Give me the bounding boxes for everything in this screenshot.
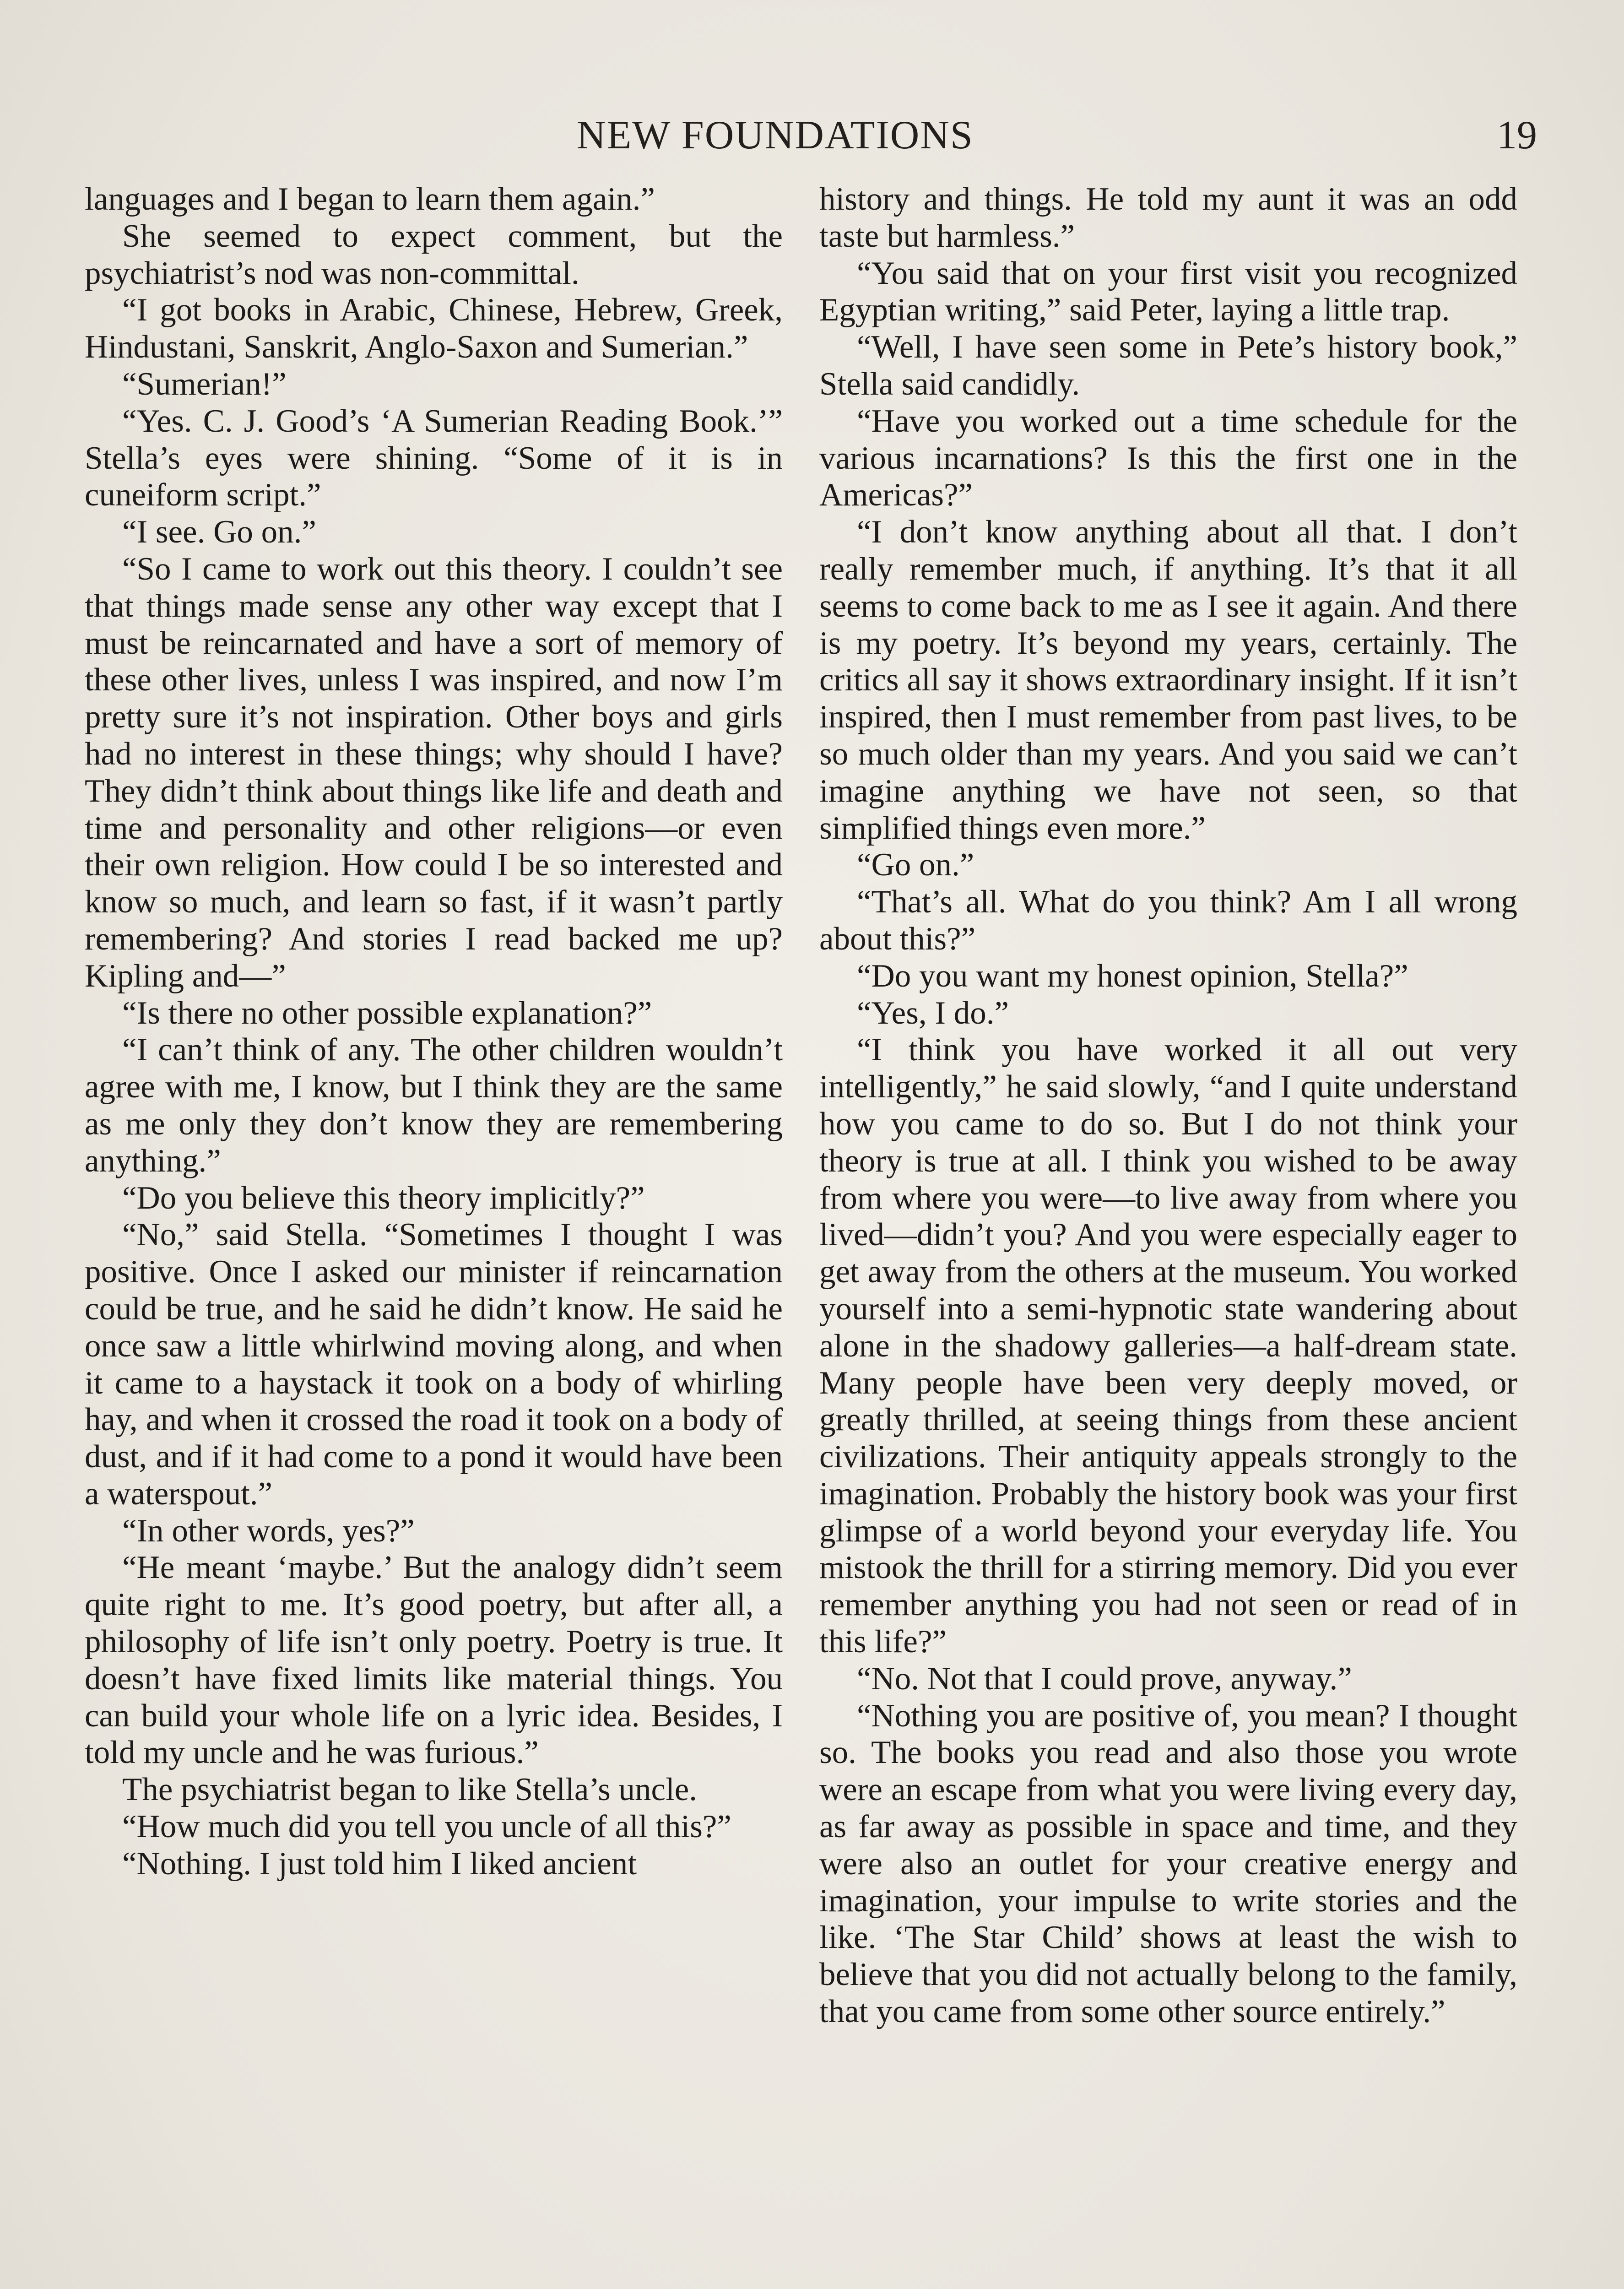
paragraph: “Is there no other possible explanation?” [122, 995, 652, 1031]
paragraph: “In other words, yes?” [122, 1513, 415, 1549]
journal-title: NEW FOUNDATIONS [577, 113, 974, 157]
running-head [82, 112, 1537, 163]
paragraph: “Yes. C. J. Good’s ‘A Sumerian Reading Book.’” Stella’s eyes were shining. “Some of it is in cuneiform script.” [85, 403, 783, 513]
paragraph: “No,” said Stella. “Sometimes I thought I was positive. Once I asked our minister if reincarnation could be true, and he said he didn’t know. He said he once saw a little whirlwind moving along, and when it came to a haystack it took on a body of whirling hay, and when it crossed the road it took on a body of dust, and if it had come to a pond it would have been a waterspout.” [85, 1217, 783, 1512]
paragraph: “Sumerian!” [122, 366, 287, 402]
paragraph: “Well, I have seen some in Pete’s history book,” Stella said candidly. [819, 329, 1517, 402]
paragraph: “That’s all. What do you think? Am I all wrong about this?” [819, 884, 1517, 957]
paragraph: languages and I began to learn them again.” [85, 181, 655, 217]
paragraph: “No. Not that I could prove, anyway.” [857, 1660, 1352, 1697]
paragraph: “He meant ‘maybe.’ But the analogy didn’t seem quite right to me. It’s good poetry, but after all, a philosophy of life isn’t only poetry. Poetry is true. It doesn’t have fixed limits like material things. You can build your whole life on a lyric idea. Besides, I told my uncle and he was furious.” [85, 1550, 783, 1771]
left-column [85, 181, 783, 1882]
paragraph: “You said that on your first visit you recognized Egyptian writing,” said Peter, laying a little trap. [819, 255, 1517, 328]
paragraph: history and things. He told my aunt it was an odd taste but harmless.” [819, 181, 1517, 254]
paragraph: “Nothing. I just told him I liked ancient [122, 1845, 637, 1882]
paragraph: She seemed to expect comment, but the psychiatrist’s nod was non-committal. [85, 218, 783, 291]
page-number: 19 [1497, 113, 1537, 157]
paragraph: “Yes, I do.” [857, 995, 1009, 1031]
paragraph: “Nothing you are positive of, you mean? I thought so. The books you read and also those you wrote were an escape from what you were living every day, as far away as possible in space and time, and they were also an outlet for your creative energy and imagination, your impulse to write stories and the like. ‘The Star Child’ shows at least the wish to believe that you did not actually belong to the family, that you came from some other source entirely.” [819, 1698, 1517, 2030]
paragraph: “Have you worked out a time schedule for the various incarnations? Is this the first one in the Americas?” [819, 403, 1517, 513]
paragraph: The psychiatrist began to like Stella’s uncle. [122, 1772, 697, 1808]
paragraph: “Go on.” [857, 847, 974, 883]
paragraph: “I don’t know anything about all that. I don’t really remember much, if anything. It’s that it all seems to come back to me as I see it again. And there is my poetry. It’s beyond my years, certainly. The critics all say it shows extraordinary insight. If it isn’t inspired, then I must remember from past lives, to be so much older than my years. And you said we can’t imagine anything we have not seen, so that simplified things even more.” [819, 514, 1517, 846]
paragraph: “I got books in Arabic, Chinese, Hebrew, Greek, Hindustani, Sanskrit, Anglo-Saxon and Sumerian.” [85, 292, 783, 365]
paragraph: “I can’t think of any. The other children wouldn’t agree with me, I know, but I think they are the same as me only they don’t know they are remembering anything.” [85, 1032, 783, 1179]
paragraph: “How much did you tell you uncle of all this?” [122, 1809, 731, 1845]
paragraph: “I see. Go on.” [122, 514, 316, 550]
paragraph: “So I came to work out this theory. I couldn’t see that things made sense any other way except that I must be reincarnated and have a sort of memory of these other lives, unless I was inspired, and now I’m pretty sure it’s not inspiration. Other boys and girls had no interest in these things; why should I have? They didn’t think about things like life and death and time and personality and other religions—or even their own religion. How could I be so interested and know so much, and learn so fast, if it wasn’t partly remembering? And stories I read backed me up? Kipling and—” [85, 551, 783, 994]
paragraph: “Do you want my honest opinion, Stella?” [857, 958, 1408, 994]
paragraph: “I think you have worked it all out very intelligently,” he said slowly, “and I quite understand how you came to do so. But I do not think your theory is true at all. I think you wished to be away from where you were—to live away from where you lived—didn’t you? And you were especially eager to get away from the others at the museum. You worked yourself into a semi-hypnotic state wandering about alone in the shadowy galleries—a half-dream state. Many people have been very deeply moved, or greatly thrilled, at seeing things from these ancient civilizations. Their antiquity appeals strongly to the imagination. Probably the history book was your first glimpse of a world beyond your everyday life. You mistook the thrill for a stirring memory. Did you ever remember anything you had not seen or read of in this life?” [819, 1032, 1517, 1660]
right-column [819, 181, 1517, 2030]
paragraph: “Do you believe this theory implicitly?” [122, 1180, 645, 1216]
